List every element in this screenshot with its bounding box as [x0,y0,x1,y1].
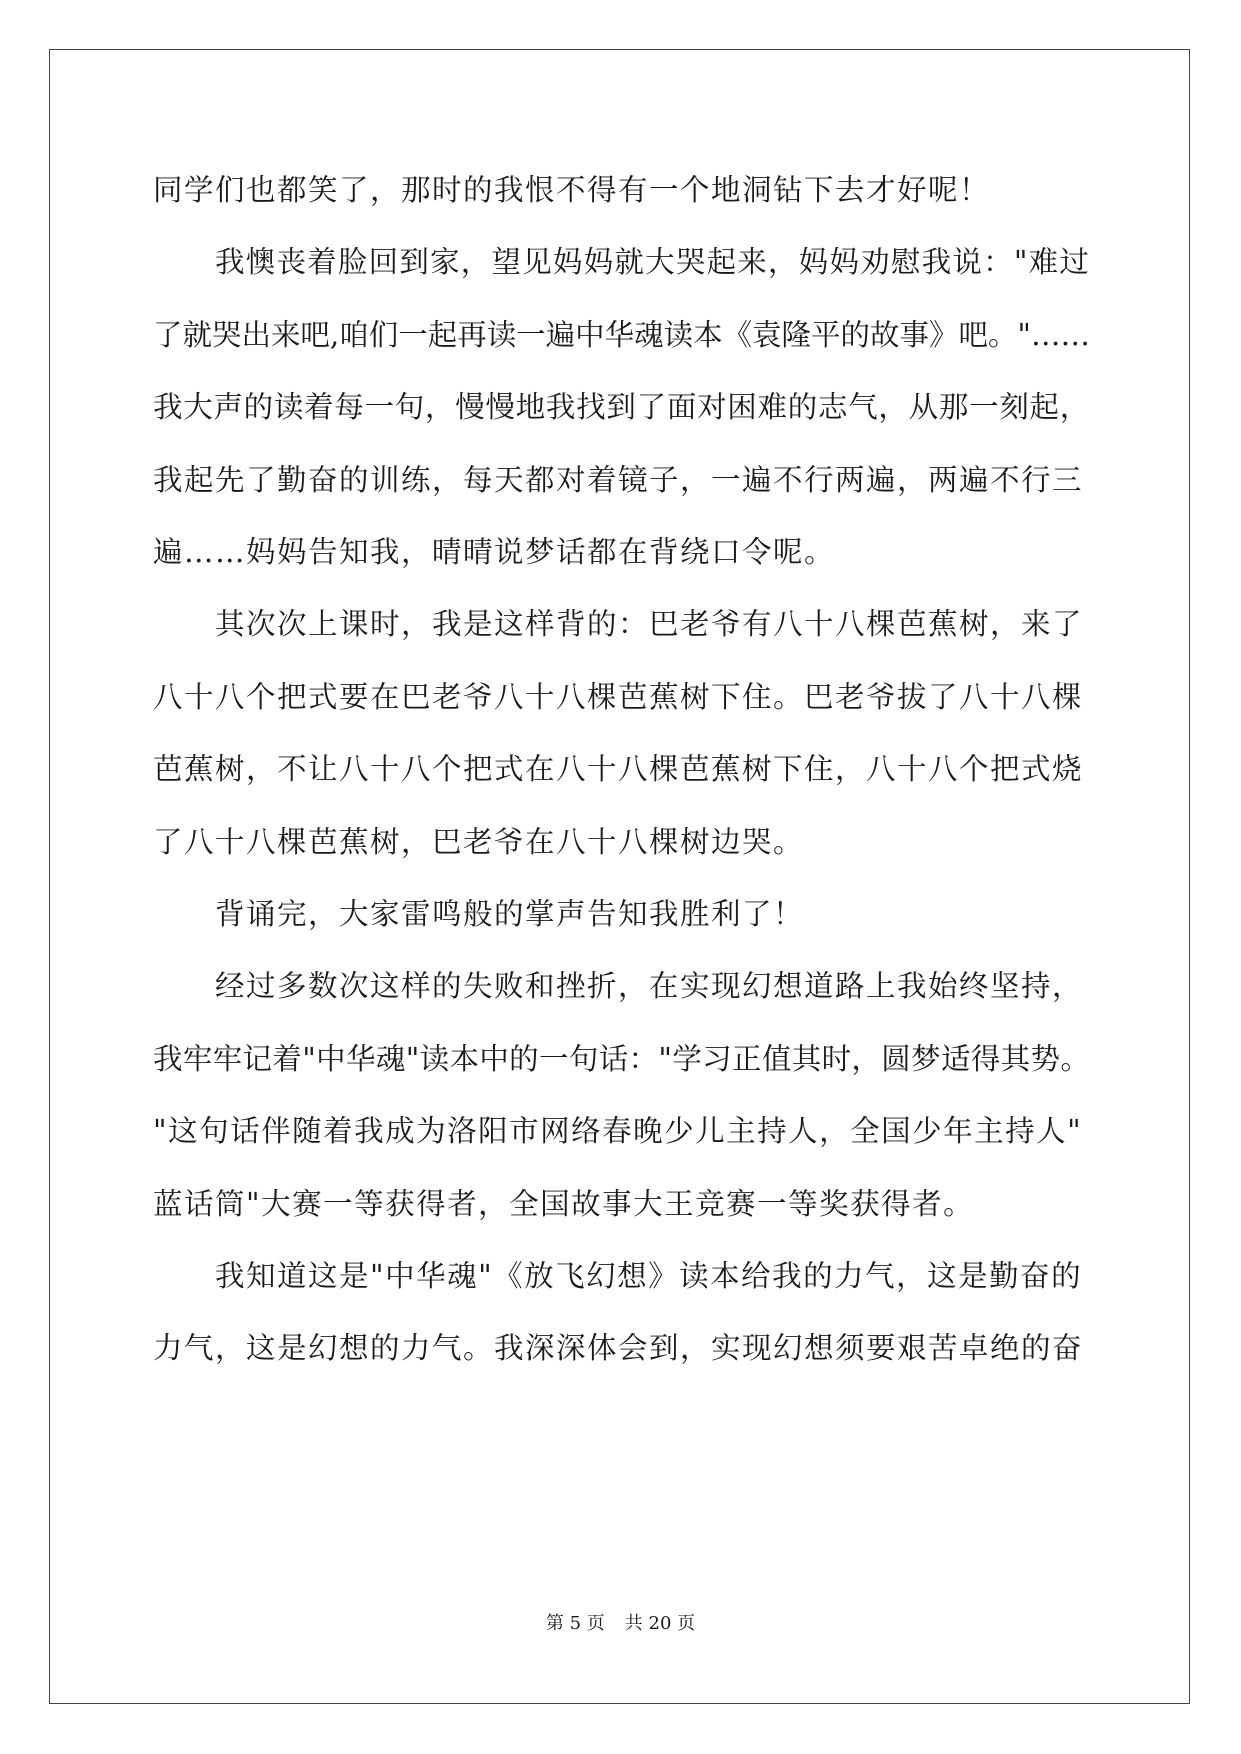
paragraph-first-line: 其次次上课时，我是这样背的：巴老爷有八十八棵芭蕉树，来了 [215,607,1084,641]
text-line: 了八十八棵芭蕉树，巴老爷在八十八棵树边哭。 [153,825,805,859]
text-line: "这句话伴随着我成为洛阳市网络春晚少儿主持人，全国少年主持人" [153,1114,1083,1148]
page-total: 共 20 页 [624,1613,696,1634]
paragraph-first-line: 经过多数次这样的失败和挫折，在实现幻想道路上我始终坚持， [215,969,1084,1003]
text-line: 我大声的读着每一句，慢慢地我找到了面对困难的志气，从那一刻起， [153,390,1091,424]
text-line: 我起先了勤奋的训练，每天都对着镜子，一遍不行两遍，两遍不行三 [153,463,1084,497]
text-line: 蓝话筒"大赛一等获得者，全国故事大王竞赛一等奖获得者。 [153,1187,975,1221]
text-line: 八十八个把式要在巴老爷八十八棵芭蕉树下住。巴老爷拔了八十八棵 [153,680,1084,714]
text-line: 遍……妈妈告知我，晴晴说梦话都在背绕口令呢。 [153,535,836,569]
page-footer [0,1612,1241,1636]
text-line: 芭蕉树，不让八十八个把式在八十八棵芭蕉树下住，八十八个把式烧 [153,752,1084,786]
text-line: 同学们也都笑了，那时的我恨不得有一个地洞钻下去才好呢！ [153,173,991,207]
page-border [49,49,1190,1704]
text-line: 力气，这是幻想的力气。我深深体会到，实现幻想须要艰苦卓绝的奋 [153,1331,1084,1365]
paragraph-first-line: 我懊丧着脸回到家，望见妈妈就大哭起来，妈妈劝慰我说："难过 [215,245,1091,279]
paragraph-first-line: 背诵完，大家雷鸣般的掌声告知我胜利了！ [215,897,805,931]
text-line: 了就哭出来吧,咱们一起再读一遍中华魂读本《袁隆平的故事》吧。"…… [153,318,1090,352]
paragraph-first-line: 我知道这是"中华魂"《放飞幻想》读本给我的力气，这是勤奋的 [215,1259,1083,1293]
page-number: 第 5 页 [545,1613,605,1634]
text-line: 我牢牢记着"中华魂"读本中的一句话："学习正值其时，圆梦适得其势。 [153,1042,1091,1076]
